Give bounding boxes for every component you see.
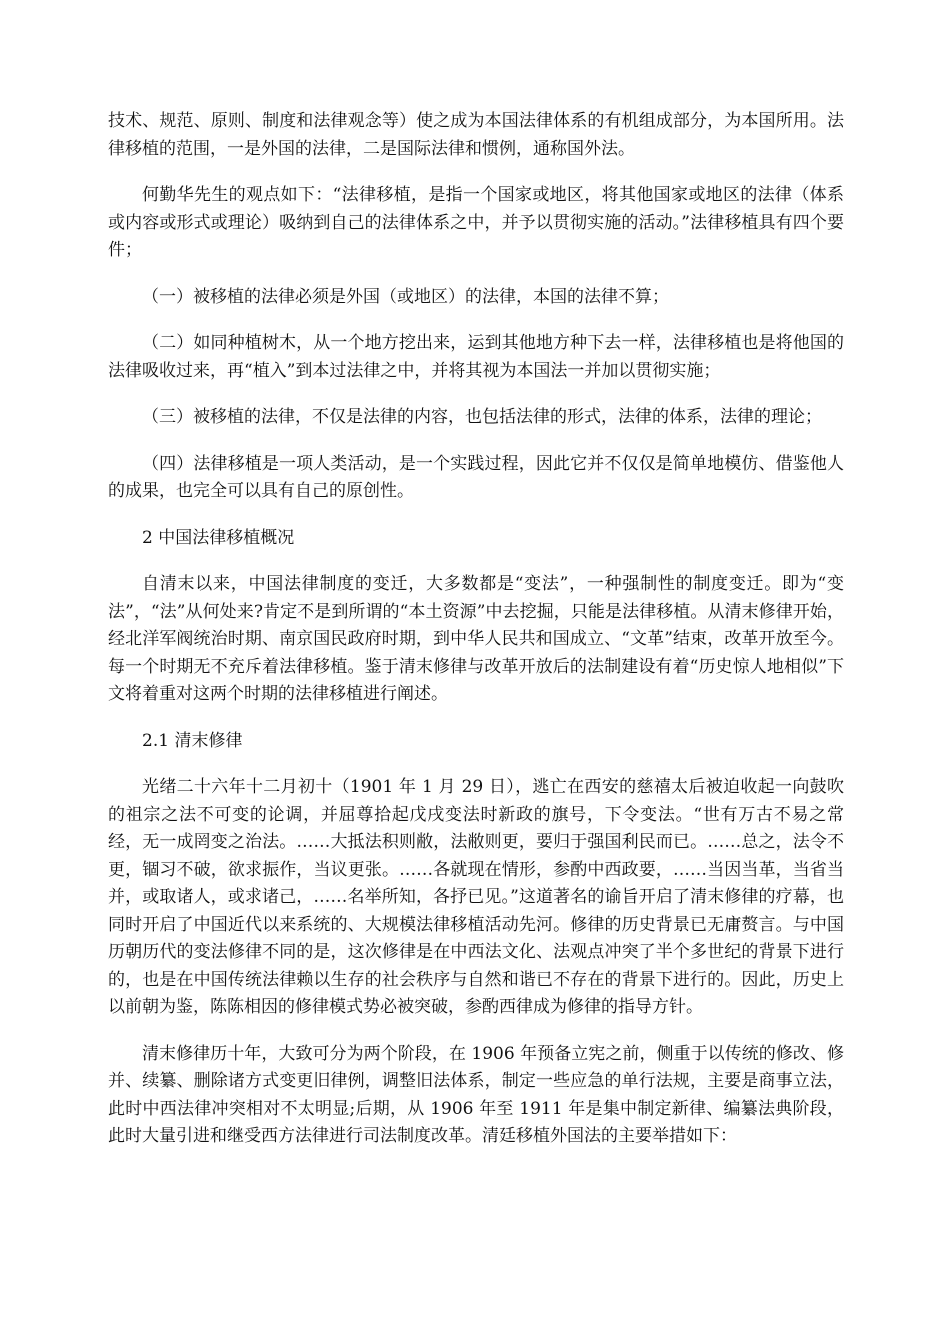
section-heading-2-1: 2.1 清末修律 [142,730,243,751]
paragraph-1: 技术、规范、原则、制度和法律观念等）使之成为本国法律体系的有机组成部分，为本国所用。法律移植的范围，一是外国的法律，二是国际法律和惯例，通称国外法。 [108,111,844,159]
paragraph-he-qinhua-view: 何勤华先生的观点如下：“法律移植，是指一个国家或地区，将其他国家或地区的法律（体系或内容或形式或理论）吸纳到自己的法律体系之中，并予以贯彻实施的活动。”法律移植具有四个要件； [108,185,844,260]
section-heading-2: 2 中国法律移植概况 [142,527,295,548]
paragraph-overview: 自清末以来，中国法律制度的变迁，大多数都是“变法”，一种强制性的制度变迁。即为“变法”，“法”从何处来?肯定不是到所谓的“本土资源”中去挖掘，只能是法律移植。从清末修律开始，经北洋军阀统治时期、南京国民政府时期，到中华人民共和国成立、“文革”结束，改革开放至今。每一个时期无不充斥着法律移植。鉴于清末修律与改革开放后的法制建设有着“历史惊人地相似”下文将着重对这两个时期的法律移植进行阐述。 [108,574,844,704]
paragraph-late-qing-reform: 清末修律历十年，大致可分为两个阶段，在 1906 年预备立宪之前，侧重于以传统的修改、修并、续纂、删除诸方式变更旧律例，调整旧法体系，制定一些应急的单行法规，主要是商事立法，此时中西法律冲突相对不太明显;后期，从 1906 年至 1911 年是集中制定新律、编纂法典阶段，此时大量引进和继受西方法律进行司法制度改革。清廷移植外国法的主要举措如下： [108,1043,844,1146]
paragraph-guangxu-decree: 光绪二十六年十二月初十（1901 年 1 月 29 日），逃亡在西安的慈禧太后被迫收起一向鼓吹的祖宗之法不可变的论调，并屈尊拾起戊戌变法时新政的旗号，下令变法。“世有万古不易之常经，无一成罔变之治法。……大抵法积则敝，法敝则更，要归于强国利民而已。……总之，法令不更，锢习不破，欲求振作，当议更张。……各就现在情形，参酌中西政要，……当因当革，当省当并，或取诸人，或求诸己，……名举所知，各抒已见。”这道著名的谕旨开启了清末修律的疗幕，也同时开启了中国近代以来系统的、大规模法律移植活动先河。修律的历史背景已无庸赘言。与中国历朝历代的变法修律不同的是，这次修律是在中西法文化、法观点冲突了半个多世纪的背景下进行的，也是在中国传统法律赖以生存的社会秩序与自然和谐已不存在的背景下进行的。因此，历史上以前朝为鉴，陈陈相因的修律模式势必被突破，参酌西律成为修律的指导方针。 [108,777,844,1017]
requirement-1: （一）被移植的法律必须是外国（或地区）的法律，本国的法律不算； [142,286,669,307]
requirement-3: （三）被移植的法律，不仅是法律的内容，也包括法律的形式，法律的体系，法律的理论； [142,407,822,427]
requirement-2: （二）如同种植树木，从一个地方挖出来，运到其他地方种下去一样，法律移植也是将他国的法律吸收过来，再“植入”到本过法律之中，并将其视为本国法一并加以贯彻实施； [108,333,844,381]
requirement-4: （四）法律移植是一项人类活动，是一个实践过程，因此它并不仅仅是简单地模仿、借鉴他人的成果，也完全可以具有自己的原创性。 [108,453,844,501]
